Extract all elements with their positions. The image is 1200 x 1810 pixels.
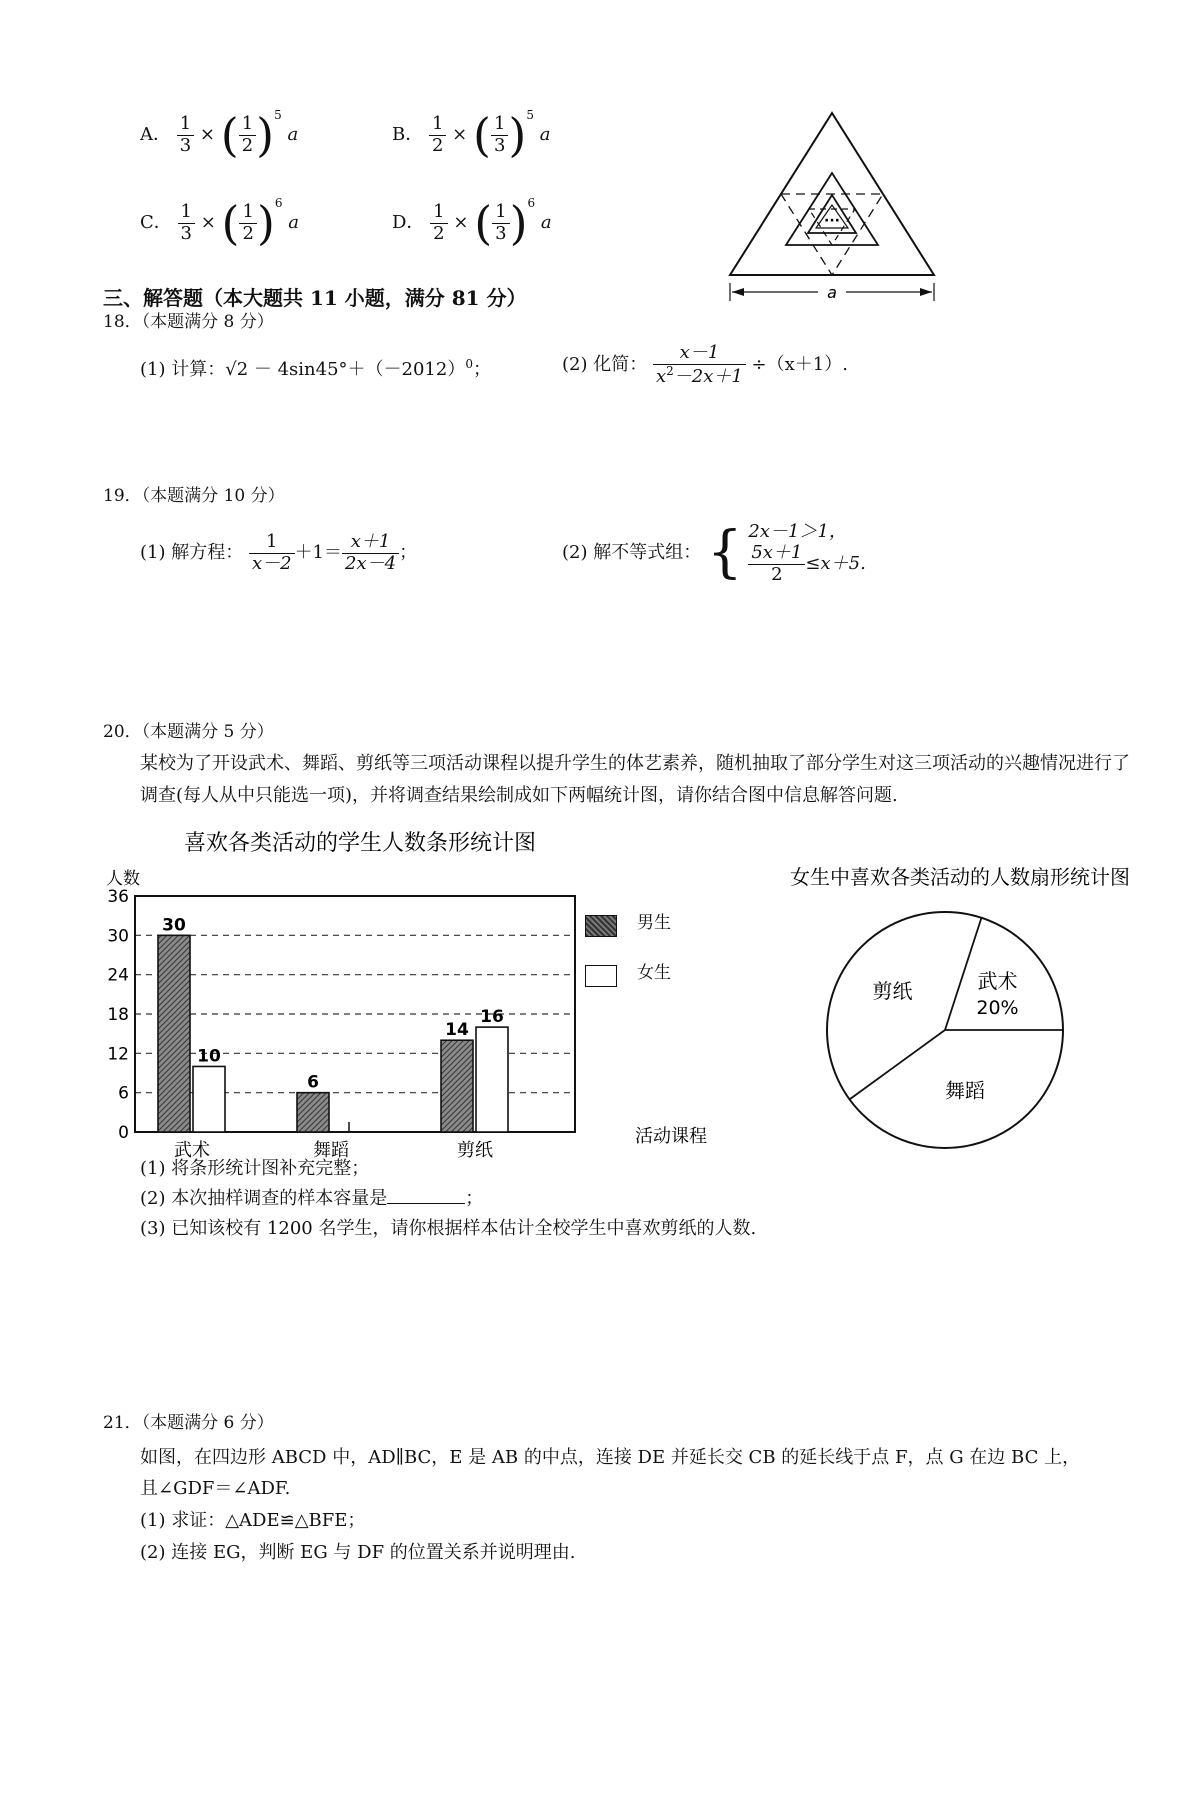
bar-female xyxy=(476,1027,508,1132)
midpoint-triangle-1 xyxy=(781,194,883,275)
left-paren: ( xyxy=(474,196,493,250)
bar-value-label: 14 xyxy=(445,1020,469,1041)
equation-mid: ＋1＝ xyxy=(294,542,343,564)
pie-slice-label: 剪纸 xyxy=(872,978,913,1003)
times-sign: × xyxy=(453,212,469,233)
q19-header: 19．（本题满分 10 分） xyxy=(103,486,285,506)
punctuation: ； xyxy=(465,1188,484,1209)
exponent: 6 xyxy=(527,196,536,210)
left-paren: ( xyxy=(472,108,491,162)
answer-blank[interactable] xyxy=(387,1203,465,1204)
fraction: $\frac{x-1}{x^2-2x+1}$ xyxy=(653,343,746,387)
brace: { xyxy=(706,519,743,585)
fraction-1: $\frac{1}{x-2}$ xyxy=(249,532,295,574)
arrow-right-icon xyxy=(920,288,932,296)
bar-value-label: 6 xyxy=(307,1072,319,1093)
variable: a xyxy=(287,124,299,145)
coefficient-fraction: $\frac{1}{3}$ xyxy=(177,114,194,156)
times-sign: × xyxy=(452,124,468,145)
inequality-2-rest: ≤x＋5. xyxy=(805,553,866,575)
part-label: (2) 化简： xyxy=(562,354,648,376)
q21-header: 21．（本题满分 6 分） xyxy=(103,1413,274,1433)
pie-slice-label: 武术 xyxy=(977,968,1018,993)
base-fraction: $\frac{1}{3}$ xyxy=(491,114,508,156)
inequality-1: 2x－1＞1， xyxy=(748,521,847,542)
x-category-label: 剪纸 xyxy=(457,1140,493,1161)
y-tick-label: 30 xyxy=(107,926,129,947)
sub2-text: (2) 本次抽样调查的样本容量是 xyxy=(140,1188,388,1209)
left-paren: ( xyxy=(220,108,239,162)
q21-sub1: (1) 求证：△ADE≌△BFE； xyxy=(140,1510,366,1531)
q21-sub2: (2) 连接 EG，判断 EG 与 DF 的位置关系并说明理由. xyxy=(140,1542,576,1563)
y-tick-label: 36 xyxy=(107,887,129,907)
dimension-label: a xyxy=(827,283,837,302)
q19-part2 xyxy=(562,520,866,586)
y-tick-label: 12 xyxy=(107,1044,129,1065)
bar-value-label: 16 xyxy=(480,1007,504,1028)
option-a xyxy=(140,108,299,162)
option-c xyxy=(140,196,299,250)
q20-header: 20．（本题满分 5 分） xyxy=(103,722,274,742)
punctuation: ； xyxy=(399,542,418,564)
pie-slice-percent: 20% xyxy=(976,996,1019,1019)
times-sign: × xyxy=(200,212,216,233)
bar-chart-title: 喜欢各类活动的学生人数条形统计图 xyxy=(183,831,537,856)
x-category-label: 武术 xyxy=(174,1140,210,1161)
expression: √2 － 4sin45°＋（－2012） xyxy=(225,359,466,380)
exponent: 5 xyxy=(526,108,534,122)
bar-male xyxy=(297,1093,329,1132)
part-label: (2) 解不等式组： xyxy=(562,542,702,564)
part-label: (1) 解方程： xyxy=(140,542,244,564)
y-tick-label: 24 xyxy=(107,965,129,986)
bar-value-label: 30 xyxy=(162,915,186,936)
punctuation: ； xyxy=(472,359,491,380)
arrow-left-icon xyxy=(732,288,744,296)
left-paren: ( xyxy=(221,196,240,250)
coefficient-fraction: $\frac{1}{3}$ xyxy=(178,202,195,244)
option-letter: C． xyxy=(140,212,172,233)
variable: a xyxy=(540,212,552,233)
y-tick-label: 18 xyxy=(107,1005,129,1025)
bar-female xyxy=(193,1066,225,1132)
base-fraction: $\frac{1}{2}$ xyxy=(239,114,256,156)
exponent: 5 xyxy=(274,108,282,122)
part-label: (1) 计算： xyxy=(140,359,226,380)
x-category-label: 舞蹈 xyxy=(313,1140,349,1161)
right-paren: ) xyxy=(508,108,527,162)
y-axis-label: 人数 xyxy=(106,869,140,889)
option-d xyxy=(392,196,552,250)
variable: a xyxy=(539,124,551,145)
pie-chart xyxy=(720,850,1130,1160)
right-paren: ) xyxy=(509,196,528,250)
inequality-2-fraction: $\frac{5x+1}{2}$ xyxy=(748,543,805,585)
legend-label-male: 男生 xyxy=(637,913,671,933)
q20-sub1: (1) 将条形统计图补充完整； xyxy=(140,1158,370,1179)
base-fraction: $\frac{1}{3}$ xyxy=(492,202,509,244)
legend-swatch-male xyxy=(585,915,617,937)
x-axis-label: 活动课程 xyxy=(635,1126,707,1147)
base-fraction: $\frac{1}{2}$ xyxy=(239,202,256,244)
option-letter: B． xyxy=(392,124,424,145)
fraction-2: $\frac{x+1}{2x-4}$ xyxy=(342,532,399,574)
bar-value-label: 10 xyxy=(197,1046,221,1067)
ellipsis-dots: ··· xyxy=(824,213,840,229)
right-paren: ) xyxy=(256,196,275,250)
legend-label-female: 女生 xyxy=(637,963,671,983)
option-b xyxy=(392,108,551,162)
option-letter: D． xyxy=(392,212,425,233)
coefficient-fraction: $\frac{1}{2}$ xyxy=(430,202,447,244)
option-letter: A． xyxy=(140,124,171,145)
pie-chart-title: 女生中喜欢各类活动的人数扇形统计图 xyxy=(790,865,1130,889)
legend-swatch-female xyxy=(585,965,617,987)
y-tick-label: 6 xyxy=(118,1083,129,1104)
variable: a xyxy=(288,212,299,233)
q21-body-line2: 且∠GDF＝∠ADF. xyxy=(140,1478,291,1499)
exponent: 0 xyxy=(465,357,473,371)
q19-part1 xyxy=(140,532,417,574)
exponent: 6 xyxy=(274,196,283,210)
bar-male xyxy=(441,1040,473,1132)
q21-body-line1: 如图，在四边形 ABCD 中，AD∥BC，E 是 AB 的中点，连接 DE 并延长交 CB 的延长线于点 F，点 G 在边 BC 上， xyxy=(140,1447,1081,1468)
nested-triangle-figure xyxy=(720,105,945,305)
bar-male xyxy=(158,935,190,1132)
coefficient-fraction: $\frac{1}{2}$ xyxy=(429,114,446,156)
q20-sub3: (3) 已知该校有 1200 名学生，请你根据样本估计全校学生中喜欢剪纸的人数. xyxy=(140,1218,757,1239)
expression-rest: ÷（x＋1）. xyxy=(751,354,848,376)
y-tick-label: 0 xyxy=(118,1123,129,1143)
q20-sub2 xyxy=(140,1188,483,1210)
pie-slice-label: 舞蹈 xyxy=(945,1078,986,1103)
q18-part1 xyxy=(140,357,491,381)
q18-part2 xyxy=(562,343,848,387)
section-title: 三、解答题（本大题共 11 小题，满分 81 分） xyxy=(103,286,527,310)
bar-chart-legend xyxy=(585,915,705,1005)
q18-header: 18．（本题满分 8 分） xyxy=(103,312,274,332)
q20-body: 某校为了开设武术、舞蹈、剪纸等三项活动课程以提升学生的体艺素养，随机抽取了部分学生对这三项活动的兴趣情况进行了调查(每人从中只能选一项)，并将调查结果绘制成如下两幅统计图，请你结合图中信息解答问题. xyxy=(140,753,1130,806)
inequality-lines xyxy=(748,520,865,586)
right-paren: ) xyxy=(256,108,275,162)
times-sign: × xyxy=(199,124,216,145)
